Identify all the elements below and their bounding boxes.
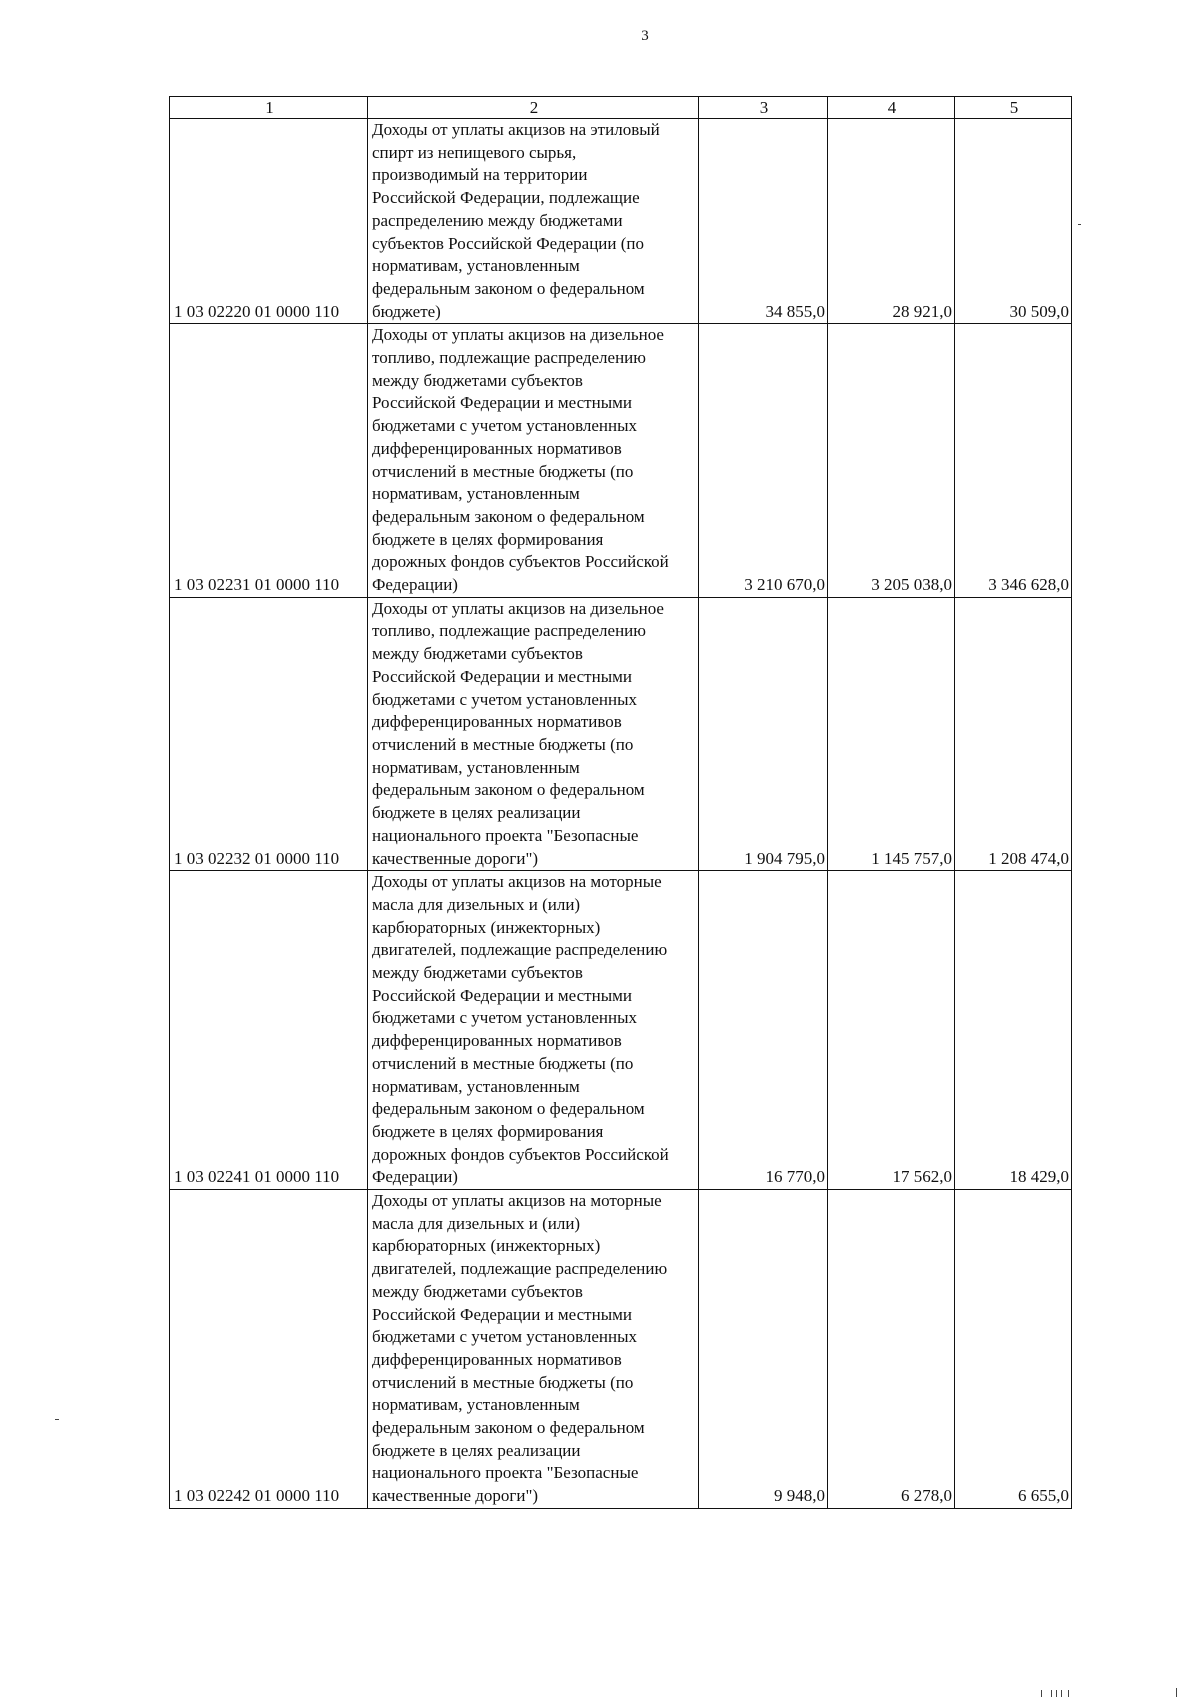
- description-line: дифференцированных нормативов: [372, 438, 622, 458]
- amount-col-4: 17 562,0: [828, 871, 955, 1190]
- description-line: бюджетами с учетом установленных: [372, 1008, 638, 1028]
- description-line: субъектов Российской Федерации (по: [372, 233, 644, 253]
- revenue-description: [368, 1190, 699, 1509]
- description-line: федеральным законом о федеральном: [372, 1099, 645, 1119]
- amount-col-4: 28 921,0: [828, 119, 955, 324]
- revenue-description: [368, 119, 699, 324]
- description-line: нормативам, установленным: [372, 757, 580, 777]
- description-line: Российской Федерации и местными: [372, 985, 632, 1005]
- scan-mark-bottom-1: [1041, 1690, 1042, 1697]
- description-line: Доходы от уплаты акцизов на дизельное: [372, 598, 664, 618]
- description-line: отчислений в местные бюджеты (по: [372, 461, 634, 481]
- revenue-description: [368, 324, 699, 597]
- table-row: [170, 1190, 1072, 1509]
- description-line: между бюджетами субъектов: [372, 1281, 583, 1301]
- description-line: Доходы от уплаты акцизов на моторные: [372, 872, 662, 892]
- description-line: топливо, подлежащие распределению: [372, 621, 646, 641]
- amount-col-4: 1 145 757,0: [828, 597, 955, 870]
- description-line: Доходы от уплаты акцизов на этиловый: [372, 120, 660, 139]
- scan-mark-bottom-4: [1061, 1690, 1062, 1697]
- description-line: между бюджетами субъектов: [372, 370, 583, 390]
- description-line: бюджетами с учетом установленных: [372, 416, 638, 436]
- amount-col-5: 1 208 474,0: [955, 597, 1072, 870]
- description-line: бюджете): [372, 301, 441, 321]
- description-line: Федерации): [372, 575, 458, 595]
- description-line: нормативам, установленным: [372, 1076, 580, 1096]
- amount-col-3: 34 855,0: [699, 119, 828, 324]
- description-line: бюджетами с учетом установленных: [372, 1327, 638, 1347]
- header-row: [170, 97, 1072, 119]
- description-line: национального проекта "Безопасные: [372, 1463, 639, 1483]
- description-line: Российской Федерации и местными: [372, 666, 632, 686]
- description-line: бюджете в целях формирования: [372, 1121, 604, 1141]
- scan-mark-right: [1078, 224, 1081, 225]
- description-line: карбюраторных (инжекторных): [372, 1236, 601, 1256]
- description-line: качественные дороги"): [372, 1486, 539, 1506]
- scan-mark-bottom-6: [1176, 1688, 1177, 1697]
- amount-col-4: 6 278,0: [828, 1190, 955, 1509]
- description-line: Федерации): [372, 1167, 458, 1187]
- amount-col-5: 6 655,0: [955, 1190, 1072, 1509]
- description-line: Российской Федерации и местными: [372, 393, 632, 413]
- amount-col-5: 18 429,0: [955, 871, 1072, 1190]
- description-line: между бюджетами субъектов: [372, 963, 583, 983]
- description-line: федеральным законом о федеральном: [372, 506, 645, 526]
- description-line: нормативам, установленным: [372, 256, 580, 276]
- table-row: [170, 597, 1072, 870]
- description-line: бюджете в целях формирования: [372, 529, 604, 549]
- description-line: двигателей, подлежащие распределению: [372, 1259, 668, 1279]
- amount-col-3: 16 770,0: [699, 871, 828, 1190]
- revenue-code: 1 03 02232 01 0000 110: [170, 597, 368, 870]
- scan-mark-bottom-5: [1068, 1690, 1069, 1697]
- description-line: федеральным законом о федеральном: [372, 780, 645, 800]
- table-header: [170, 97, 1072, 119]
- description-line: двигателей, подлежащие распределению: [372, 940, 668, 960]
- description-line: дифференцированных нормативов: [372, 1031, 622, 1051]
- table-row: [170, 119, 1072, 324]
- description-line: дорожных фондов субъектов Российской: [372, 1144, 669, 1164]
- description-line: дорожных фондов субъектов Российской: [372, 552, 669, 572]
- description-line: распределению между бюджетами: [372, 210, 623, 230]
- header-col-4: 4: [828, 97, 955, 119]
- scan-mark-bottom-3: [1056, 1690, 1057, 1697]
- amount-col-3: 3 210 670,0: [699, 324, 828, 597]
- description-line: нормативам, установленным: [372, 1395, 580, 1415]
- amount-col-4: 3 205 038,0: [828, 324, 955, 597]
- description-line: федеральным законом о федеральном: [372, 278, 645, 298]
- table-row: [170, 324, 1072, 597]
- scan-mark-left: [55, 1419, 59, 1420]
- revenue-table: [169, 96, 1072, 1509]
- description-line: федеральным законом о федеральном: [372, 1418, 645, 1438]
- description-line: топливо, подлежащие распределению: [372, 348, 646, 368]
- description-line: отчислений в местные бюджеты (по: [372, 734, 634, 754]
- header-col-5: 5: [955, 97, 1072, 119]
- description-line: бюджетами с учетом установленных: [372, 689, 638, 709]
- amount-col-5: 3 346 628,0: [955, 324, 1072, 597]
- description-line: Российской Федерации, подлежащие: [372, 188, 640, 208]
- description-line: национального проекта "Безопасные: [372, 825, 639, 845]
- revenue-description: [368, 871, 699, 1190]
- description-line: спирт из непищевого сырья,: [372, 142, 577, 162]
- description-line: бюджете в целях реализации: [372, 803, 581, 823]
- description-line: отчислений в местные бюджеты (по: [372, 1053, 634, 1073]
- amount-col-5: 30 509,0: [955, 119, 1072, 324]
- description-line: между бюджетами субъектов: [372, 644, 583, 664]
- header-col-2: 2: [368, 97, 699, 119]
- amount-col-3: 1 904 795,0: [699, 597, 828, 870]
- table-row: [170, 871, 1072, 1190]
- scan-mark-bottom-2: [1051, 1690, 1052, 1697]
- page-number: 3: [641, 28, 649, 44]
- revenue-code: 1 03 02242 01 0000 110: [170, 1190, 368, 1509]
- revenue-description: [368, 597, 699, 870]
- revenue-code: 1 03 02241 01 0000 110: [170, 871, 368, 1190]
- description-line: бюджете в целях реализации: [372, 1440, 581, 1460]
- description-line: масла для дизельных и (или): [372, 894, 581, 914]
- description-line: Доходы от уплаты акцизов на дизельное: [372, 325, 664, 345]
- header-col-3: 3: [699, 97, 828, 119]
- description-line: масла для дизельных и (или): [372, 1213, 581, 1233]
- description-line: карбюраторных (инжекторных): [372, 917, 601, 937]
- revenue-code: 1 03 02231 01 0000 110: [170, 324, 368, 597]
- description-line: нормативам, установленным: [372, 484, 580, 504]
- header-col-1: 1: [170, 97, 368, 119]
- description-line: дифференцированных нормативов: [372, 1349, 622, 1369]
- description-line: отчислений в местные бюджеты (по: [372, 1372, 634, 1392]
- table-body: [170, 119, 1072, 1509]
- description-line: качественные дороги"): [372, 848, 539, 868]
- description-line: дифференцированных нормативов: [372, 712, 622, 732]
- description-line: производимый на территории: [372, 165, 588, 185]
- description-line: Российской Федерации и местными: [372, 1304, 632, 1324]
- amount-col-3: 9 948,0: [699, 1190, 828, 1509]
- description-line: Доходы от уплаты акцизов на моторные: [372, 1191, 662, 1211]
- revenue-code: 1 03 02220 01 0000 110: [170, 119, 368, 324]
